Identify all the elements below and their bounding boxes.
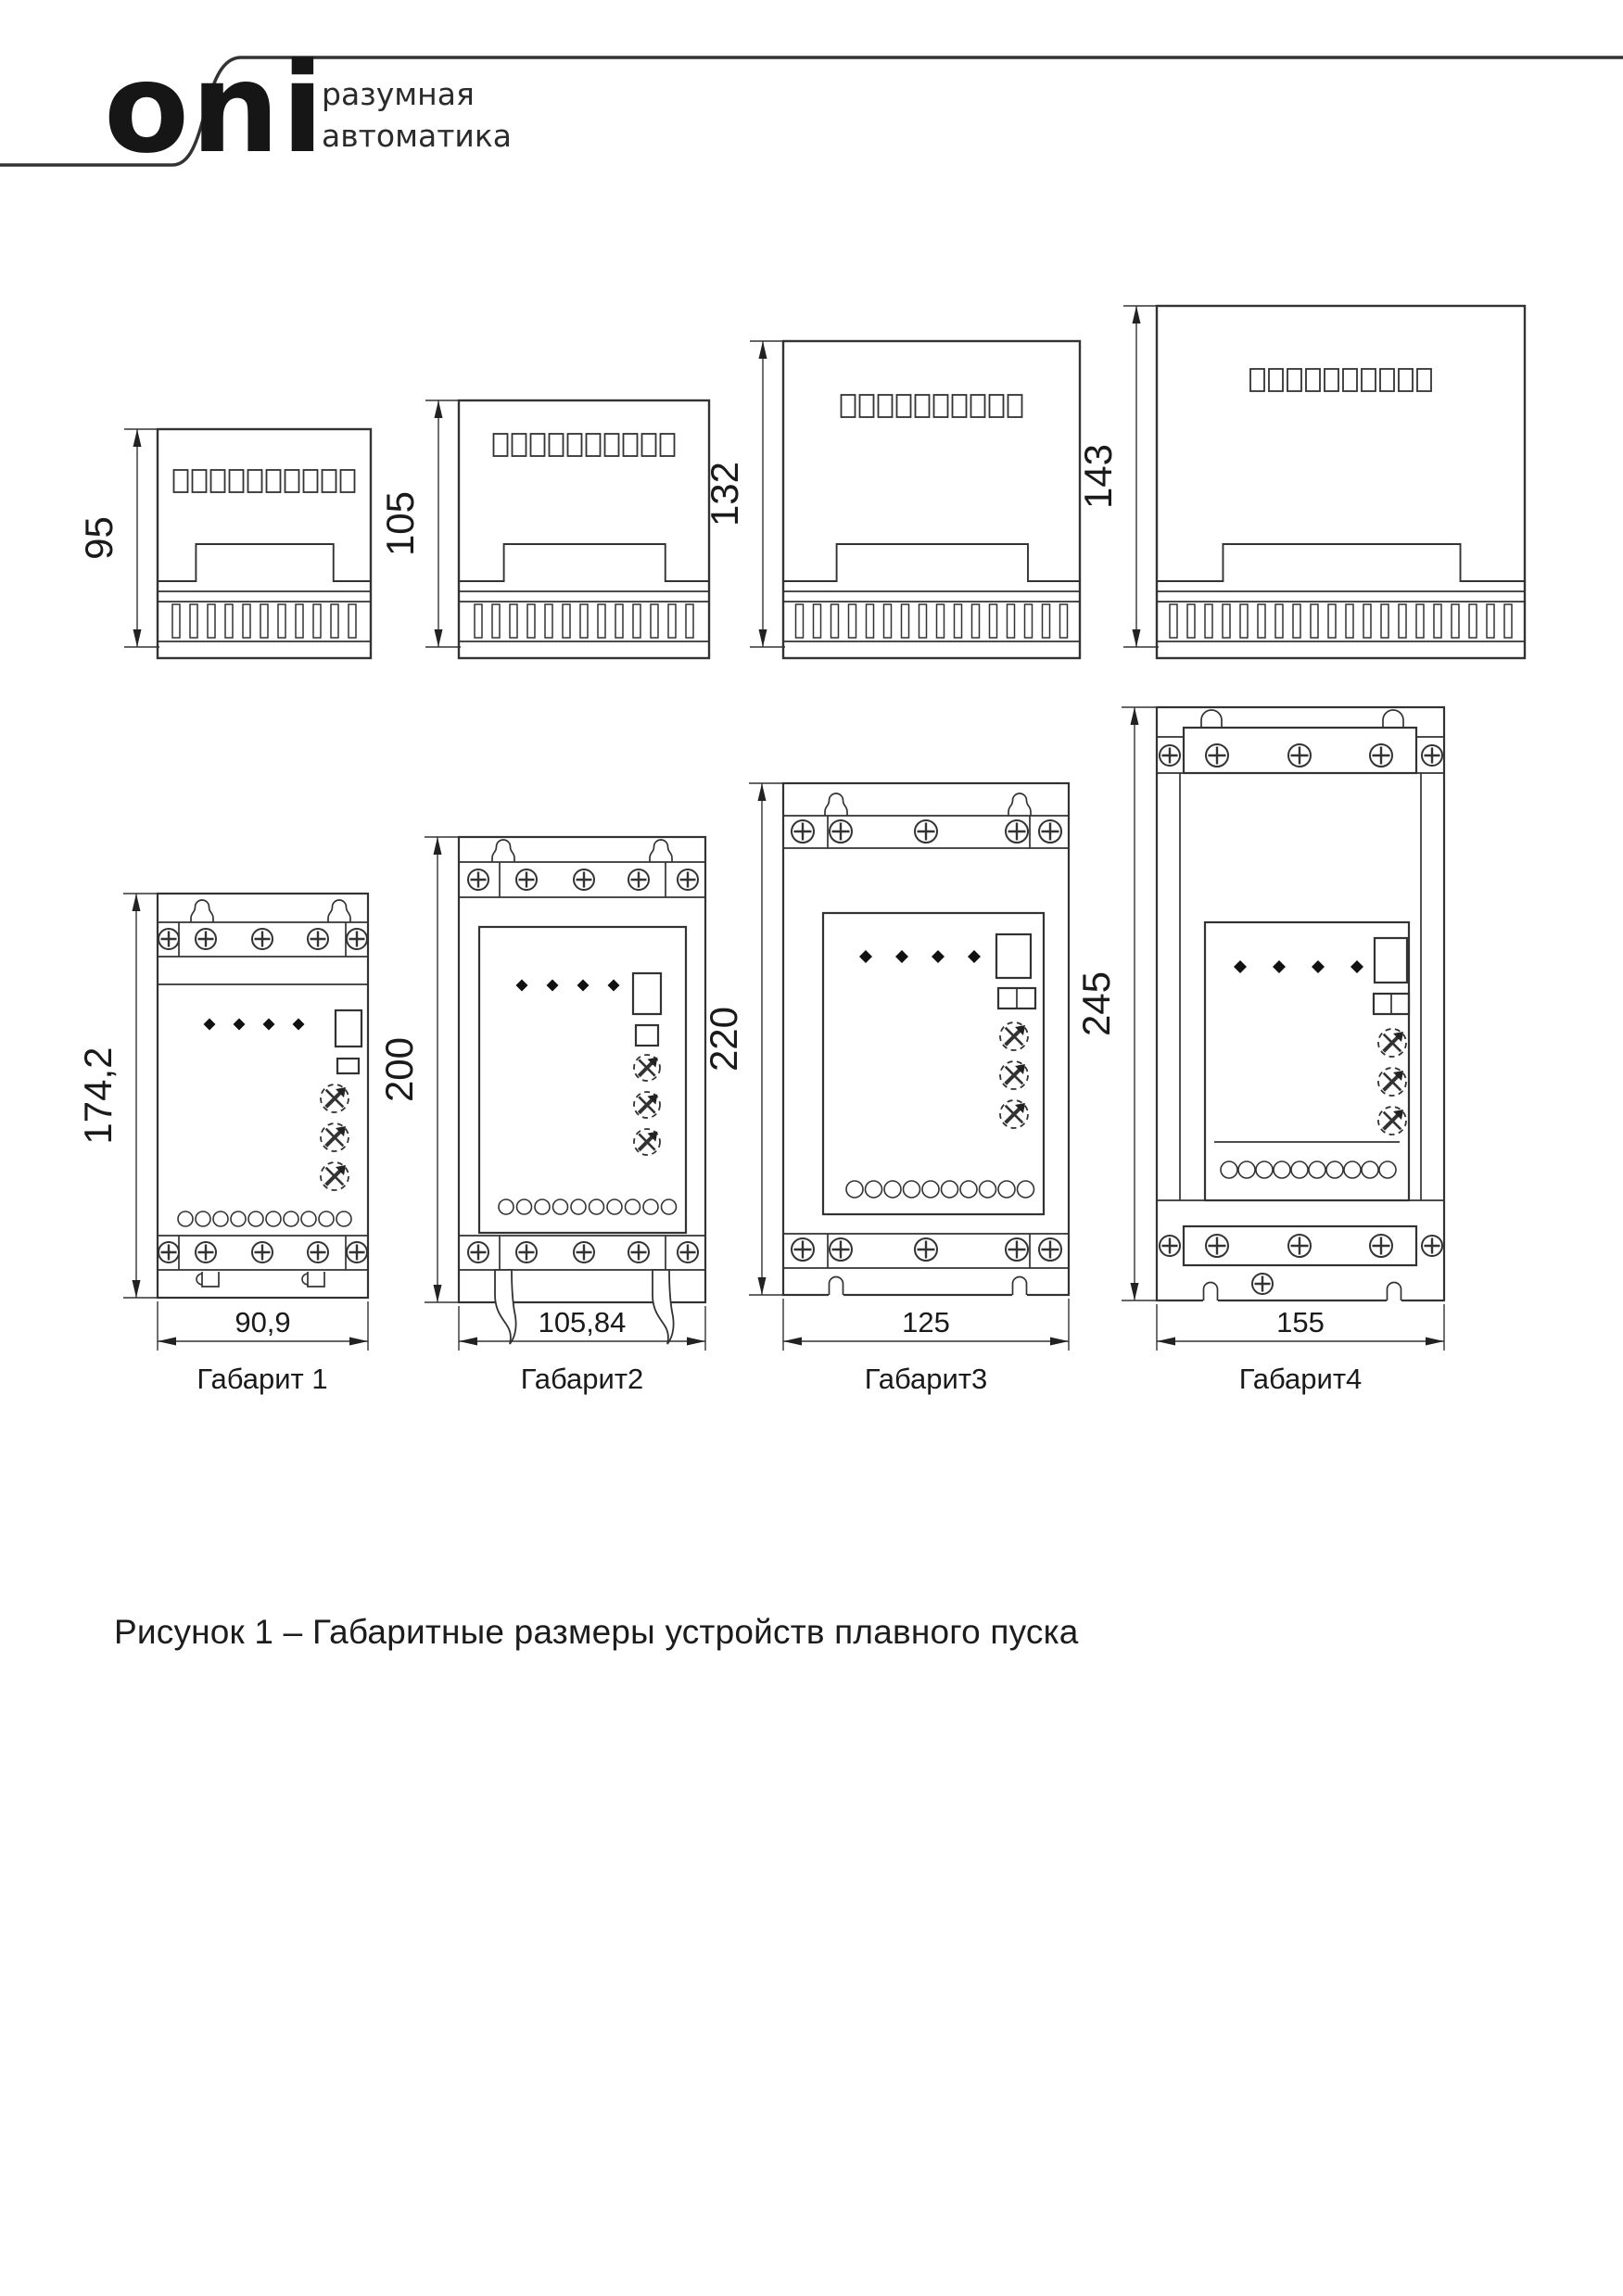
drawing-rect xyxy=(190,604,197,638)
front-view-gabarit-4 xyxy=(1074,707,1444,1395)
terminal-hole xyxy=(846,1181,863,1198)
front-view-gabarit-1 xyxy=(76,894,368,1395)
drawing-rect xyxy=(1343,369,1357,391)
screw-icon xyxy=(347,929,367,949)
drawing-rect xyxy=(642,434,656,456)
dimension-arrow xyxy=(783,1338,802,1346)
potentiometer-icon xyxy=(1000,1061,1028,1089)
screw-icon xyxy=(468,869,488,890)
drawing-rect xyxy=(1487,604,1494,638)
drawing-rect xyxy=(884,604,892,638)
led-diamond-icon xyxy=(859,950,872,963)
drawing-rect xyxy=(1287,369,1301,391)
drawing-rect xyxy=(937,604,945,638)
screw-icon xyxy=(830,820,852,843)
led-diamond-icon xyxy=(1273,960,1286,973)
drawing-rect xyxy=(172,604,180,638)
terminal-hole xyxy=(535,1199,550,1214)
front-height-dim-label-2: 200 xyxy=(377,1036,421,1103)
drawing-path xyxy=(302,1274,308,1285)
terminal-hole xyxy=(942,1181,958,1198)
terminal-hole xyxy=(1379,1161,1396,1178)
dimension-arrow xyxy=(759,341,767,359)
drawing-path xyxy=(1201,710,1222,728)
terminal-hole xyxy=(1274,1161,1290,1178)
led-diamond-icon xyxy=(608,980,620,992)
dimension-arrow xyxy=(758,1277,767,1295)
side-view-gabarit-1 xyxy=(77,429,371,658)
potentiometer-icon xyxy=(1000,1022,1028,1050)
drawing-rect xyxy=(475,604,482,638)
drawing-rect xyxy=(587,434,601,456)
drawing-rect xyxy=(971,395,985,417)
terminal-hole xyxy=(1291,1161,1308,1178)
screw-icon xyxy=(1160,1236,1180,1256)
drawing-path xyxy=(1388,1283,1401,1301)
terminal-hole xyxy=(213,1211,228,1226)
logo-tagline-line2: автоматика xyxy=(322,117,513,154)
drawing-rect xyxy=(990,604,997,638)
drawing-rect xyxy=(636,1025,658,1046)
width-dim-label-3: 125 xyxy=(902,1306,950,1338)
dimension-arrow xyxy=(349,1338,368,1346)
dimension-arrow xyxy=(133,1280,141,1298)
dimension-arrow xyxy=(158,1338,176,1346)
screw-icon xyxy=(1006,1238,1028,1261)
drawing-rect xyxy=(902,604,909,638)
drawing-path xyxy=(830,1277,843,1296)
side-view-gabarit-3 xyxy=(703,341,1080,658)
dimension-arrow xyxy=(434,1285,442,1302)
screw-icon xyxy=(628,869,649,890)
drawing-path xyxy=(197,1274,202,1285)
screw-icon xyxy=(158,1242,179,1262)
screw-icon xyxy=(678,1242,698,1262)
drawing-path xyxy=(459,544,709,581)
led-diamond-icon xyxy=(547,980,559,992)
drawing-rect xyxy=(633,604,640,638)
terminal-hole xyxy=(590,1199,604,1214)
drawing-path xyxy=(783,544,1080,581)
drawing-rect xyxy=(278,604,285,638)
front-height-dim-label-3: 220 xyxy=(702,1006,745,1072)
drawing-rect xyxy=(492,604,500,638)
terminal-hole xyxy=(980,1181,996,1198)
front-height-dim-label-1: 174,2 xyxy=(76,1047,120,1145)
drawing-rect xyxy=(996,934,1031,978)
drawing-rect xyxy=(1269,369,1283,391)
screw-icon xyxy=(252,1242,273,1262)
drawing-rect xyxy=(897,395,911,417)
gabarit-label-2: Габарит2 xyxy=(520,1363,644,1395)
screw-icon xyxy=(1288,1235,1311,1257)
drawing-rect xyxy=(1363,604,1371,638)
drawing-rect xyxy=(814,604,821,638)
drawing-rect xyxy=(1187,604,1195,638)
drawing-rect xyxy=(174,470,188,492)
notch-mask xyxy=(1203,1299,1218,1302)
gabarit-label-3: Габарит3 xyxy=(864,1363,988,1395)
drawing-rect xyxy=(1240,604,1248,638)
drawing-rect xyxy=(686,604,693,638)
potentiometer-icon xyxy=(634,1092,660,1118)
gabarit-label-4: Габарит4 xyxy=(1238,1363,1363,1395)
side-view-gabarit-2 xyxy=(378,400,709,658)
drawing-rect xyxy=(1325,369,1338,391)
front-view-gabarit-3 xyxy=(702,783,1069,1395)
terminal-hole xyxy=(1256,1161,1273,1178)
brand-logo: oni xyxy=(104,36,326,181)
side-height-dim-label-1: 95 xyxy=(77,516,120,560)
width-dim-label-2: 105,84 xyxy=(538,1306,627,1338)
drawing-rect xyxy=(1416,604,1424,638)
drawing-rect xyxy=(1469,604,1477,638)
drawing-rect xyxy=(336,1010,361,1047)
drawing-rect xyxy=(459,400,709,658)
led-diamond-icon xyxy=(577,980,590,992)
screw-icon xyxy=(1252,1274,1273,1294)
side-height-dim-label-2: 105 xyxy=(378,490,422,557)
screw-icon xyxy=(347,1242,367,1262)
led-diamond-icon xyxy=(1312,960,1325,973)
drawing-rect xyxy=(211,470,225,492)
led-diamond-icon xyxy=(263,1019,275,1031)
drawing-rect xyxy=(568,434,582,456)
drawing-rect xyxy=(323,470,336,492)
drawing-rect xyxy=(1275,604,1283,638)
dimension-arrow xyxy=(1131,707,1139,725)
drawing-rect xyxy=(615,604,623,638)
drawing-rect xyxy=(260,604,268,638)
screw-icon xyxy=(574,1242,594,1262)
terminal-hole xyxy=(904,1181,920,1198)
dimension-arrow xyxy=(759,629,767,647)
led-diamond-icon xyxy=(895,950,908,963)
drawing-rect xyxy=(230,470,244,492)
drawing-rect xyxy=(1417,369,1431,391)
dimension-arrow xyxy=(1426,1338,1444,1346)
terminal-hole xyxy=(1344,1161,1361,1178)
potentiometer-icon xyxy=(321,1085,349,1112)
screw-icon xyxy=(628,1242,649,1262)
drawing-rect xyxy=(563,604,570,638)
drawing-rect xyxy=(337,1059,359,1073)
dimension-arrow xyxy=(1050,1338,1069,1346)
side-height-dim-label-4: 143 xyxy=(1076,443,1120,510)
side-view-gabarit-4 xyxy=(1076,306,1525,658)
terminal-hole xyxy=(231,1211,246,1226)
drawing-rect xyxy=(1025,604,1033,638)
drawing-rect xyxy=(934,395,948,417)
drawing-rect xyxy=(953,395,967,417)
screw-icon xyxy=(308,929,328,949)
drawing-rect xyxy=(1205,604,1212,638)
potentiometer-icon xyxy=(1378,1068,1406,1096)
logo-tagline-line1: разумная xyxy=(322,76,475,112)
screw-icon xyxy=(1370,1235,1392,1257)
terminal-hole xyxy=(284,1211,298,1226)
drawing-rect xyxy=(668,604,676,638)
drawing-rect xyxy=(598,604,605,638)
dimension-arrow xyxy=(133,894,141,911)
dimension-arrow xyxy=(133,429,142,447)
terminal-hole xyxy=(301,1211,316,1226)
drawing-rect xyxy=(341,470,355,492)
screw-icon xyxy=(915,820,937,843)
dimension-arrow xyxy=(1133,629,1141,647)
front-view-gabarit-2 xyxy=(377,837,705,1395)
drawing-rect xyxy=(1346,604,1353,638)
drawing-rect xyxy=(651,604,658,638)
notch-mask xyxy=(1012,1293,1027,1297)
terminal-hole xyxy=(607,1199,622,1214)
led-diamond-icon xyxy=(1350,960,1363,973)
drawing-rect xyxy=(1380,369,1394,391)
dimension-arrow xyxy=(687,1338,705,1346)
drawing-rect xyxy=(331,604,338,638)
drawing-rect xyxy=(955,604,962,638)
led-diamond-icon xyxy=(932,950,945,963)
dimension-arrow xyxy=(459,1338,477,1346)
screw-icon xyxy=(468,1242,488,1262)
drawing-rect xyxy=(545,604,552,638)
led-diamond-icon xyxy=(293,1019,305,1031)
drawing-rect xyxy=(831,604,839,638)
drawing-rect xyxy=(304,470,318,492)
screw-icon xyxy=(1206,1235,1228,1257)
logo-tagline xyxy=(322,74,512,158)
width-dim-label-1: 90,9 xyxy=(235,1306,291,1338)
screw-icon xyxy=(252,929,273,949)
terminal-hole xyxy=(196,1211,210,1226)
drawing-rect xyxy=(1170,604,1177,638)
drawing-rect xyxy=(1223,604,1230,638)
drawing-rect xyxy=(990,395,1004,417)
terminal-hole xyxy=(1309,1161,1325,1178)
drawing-rect xyxy=(1399,369,1413,391)
drawing-rect xyxy=(1328,604,1336,638)
drawing-rect xyxy=(783,341,1080,658)
drawing-rect xyxy=(605,434,619,456)
terminal-hole xyxy=(1221,1161,1237,1178)
figure-caption: Рисунок 1 – Габаритные размеры устройств плавного пуска xyxy=(114,1613,1079,1651)
dimension-arrow xyxy=(133,629,142,647)
screw-icon xyxy=(196,929,216,949)
screw-icon xyxy=(1370,744,1392,767)
drawing-path xyxy=(1383,710,1403,728)
drawing-rect xyxy=(1008,604,1015,638)
drawing-rect xyxy=(580,604,588,638)
terminal-hole xyxy=(960,1181,977,1198)
drawing-rect xyxy=(633,973,661,1014)
drawing-path xyxy=(1013,1277,1027,1296)
drawing-rect xyxy=(1381,604,1388,638)
drawing-rect xyxy=(225,604,233,638)
terminal-hole xyxy=(571,1199,586,1214)
terminal-hole xyxy=(553,1199,568,1214)
potentiometer-icon xyxy=(321,1162,349,1190)
terminal-hole xyxy=(626,1199,640,1214)
drawing-path xyxy=(1204,1283,1218,1301)
screw-icon xyxy=(792,820,814,843)
terminal-hole xyxy=(266,1211,281,1226)
screw-icon xyxy=(1422,1236,1442,1256)
screw-icon xyxy=(516,869,537,890)
drawing-rect xyxy=(243,604,250,638)
drawing-rect xyxy=(296,604,303,638)
drawing-rect xyxy=(208,604,215,638)
drawing-rect xyxy=(285,470,299,492)
drawing-rect xyxy=(916,395,930,417)
screw-icon xyxy=(915,1238,937,1261)
width-dim-label-4: 155 xyxy=(1276,1306,1325,1338)
drawing-rect xyxy=(1157,707,1444,1300)
drawing-rect xyxy=(513,434,526,456)
screw-icon xyxy=(1039,1238,1061,1261)
drawing-rect xyxy=(313,604,321,638)
potentiometer-icon xyxy=(634,1129,660,1155)
terminal-hole xyxy=(248,1211,263,1226)
notch-mask xyxy=(829,1293,843,1297)
terminal-hole xyxy=(1018,1181,1034,1198)
screw-icon xyxy=(1006,820,1028,843)
terminal-hole xyxy=(998,1181,1015,1198)
dimension-arrow xyxy=(435,629,443,647)
terminal-hole xyxy=(866,1181,882,1198)
terminal-hole xyxy=(922,1181,939,1198)
drawing-rect xyxy=(1205,922,1409,1200)
drawing-rect xyxy=(1504,604,1512,638)
drawing-rect xyxy=(1043,604,1050,638)
drawing-path xyxy=(653,1270,674,1344)
front-height-dim-label-4: 245 xyxy=(1074,970,1118,1037)
drawing-rect xyxy=(842,395,856,417)
drawing-rect xyxy=(879,395,893,417)
screw-icon xyxy=(1288,744,1311,767)
gabarit-label-1: Габарит 1 xyxy=(197,1363,328,1395)
drawing-path xyxy=(1008,793,1031,816)
screw-icon xyxy=(830,1238,852,1261)
terminal-hole xyxy=(517,1199,532,1214)
drawing-path xyxy=(308,1272,324,1287)
drawing-rect xyxy=(1311,604,1318,638)
screw-icon xyxy=(1206,744,1228,767)
side-height-dim-label-3: 132 xyxy=(703,461,746,527)
terminal-hole xyxy=(643,1199,658,1214)
dimension-arrow xyxy=(1133,306,1141,323)
drawing-rect xyxy=(193,470,207,492)
screw-icon xyxy=(308,1242,328,1262)
drawing-rect xyxy=(1452,604,1459,638)
drawing-rect xyxy=(531,434,545,456)
drawing-path xyxy=(328,900,350,922)
drawing-rect xyxy=(494,434,508,456)
drawing-rect xyxy=(919,604,927,638)
potentiometer-icon xyxy=(321,1123,349,1151)
screw-icon xyxy=(1160,745,1180,766)
drawing-rect xyxy=(1362,369,1376,391)
drawing-rect xyxy=(1306,369,1320,391)
drawing-path xyxy=(495,1270,516,1344)
drawing-rect xyxy=(849,604,856,638)
drawing-rect xyxy=(661,434,675,456)
screw-icon xyxy=(158,929,179,949)
drawing-rect xyxy=(1293,604,1300,638)
dimension-arrow xyxy=(758,783,767,801)
led-diamond-icon xyxy=(1234,960,1247,973)
drawing-rect xyxy=(267,470,281,492)
drawing-rect xyxy=(972,604,980,638)
dimension-arrow xyxy=(1131,1283,1139,1300)
potentiometer-icon xyxy=(1000,1100,1028,1128)
terminal-hole xyxy=(1238,1161,1255,1178)
drawing-rect xyxy=(1258,604,1265,638)
drawing-path xyxy=(492,840,514,862)
drawing-rect xyxy=(550,434,564,456)
notch-mask xyxy=(1387,1299,1401,1302)
terminal-hole xyxy=(662,1199,677,1214)
potentiometer-icon xyxy=(634,1055,660,1081)
potentiometer-icon xyxy=(1378,1107,1406,1135)
drawing-rect xyxy=(527,604,535,638)
terminal-hole xyxy=(1362,1161,1378,1178)
terminal-hole xyxy=(884,1181,901,1198)
drawing-rect xyxy=(796,604,804,638)
drawing-path xyxy=(202,1272,219,1287)
drawing-rect xyxy=(860,395,874,417)
screw-icon xyxy=(196,1242,216,1262)
drawing-path xyxy=(1157,544,1525,581)
screw-icon xyxy=(1039,820,1061,843)
dimension-arrow xyxy=(1157,1338,1175,1346)
dimension-arrow xyxy=(434,837,442,855)
drawing-path xyxy=(191,900,213,922)
drawing-rect xyxy=(349,604,356,638)
drawing-rect xyxy=(867,604,874,638)
drawing-rect xyxy=(1250,369,1264,391)
drawing-rect xyxy=(783,783,1069,1295)
drawing-rect xyxy=(1399,604,1406,638)
dimension-arrow xyxy=(435,400,443,418)
potentiometer-icon xyxy=(1378,1029,1406,1057)
screw-icon xyxy=(792,1238,814,1261)
drawing-rect xyxy=(1060,604,1068,638)
screw-icon xyxy=(574,869,594,890)
led-diamond-icon xyxy=(968,950,981,963)
terminal-hole xyxy=(1326,1161,1343,1178)
screw-icon xyxy=(678,869,698,890)
drawing-path xyxy=(650,840,672,862)
drawing-rect xyxy=(1434,604,1441,638)
terminal-hole xyxy=(499,1199,514,1214)
terminal-hole xyxy=(336,1211,351,1226)
screw-icon xyxy=(516,1242,537,1262)
drawing-path xyxy=(825,793,847,816)
drawing-rect xyxy=(624,434,638,456)
terminal-hole xyxy=(319,1211,334,1226)
screw-icon xyxy=(1422,745,1442,766)
drawing-rect xyxy=(1008,395,1022,417)
led-diamond-icon xyxy=(204,1019,216,1031)
drawing-rect xyxy=(1375,938,1407,983)
drawing-rect xyxy=(510,604,517,638)
led-diamond-icon xyxy=(234,1019,246,1031)
led-diamond-icon xyxy=(516,980,528,992)
drawing-path xyxy=(158,544,371,581)
terminal-hole xyxy=(178,1211,193,1226)
drawing-rect xyxy=(248,470,262,492)
